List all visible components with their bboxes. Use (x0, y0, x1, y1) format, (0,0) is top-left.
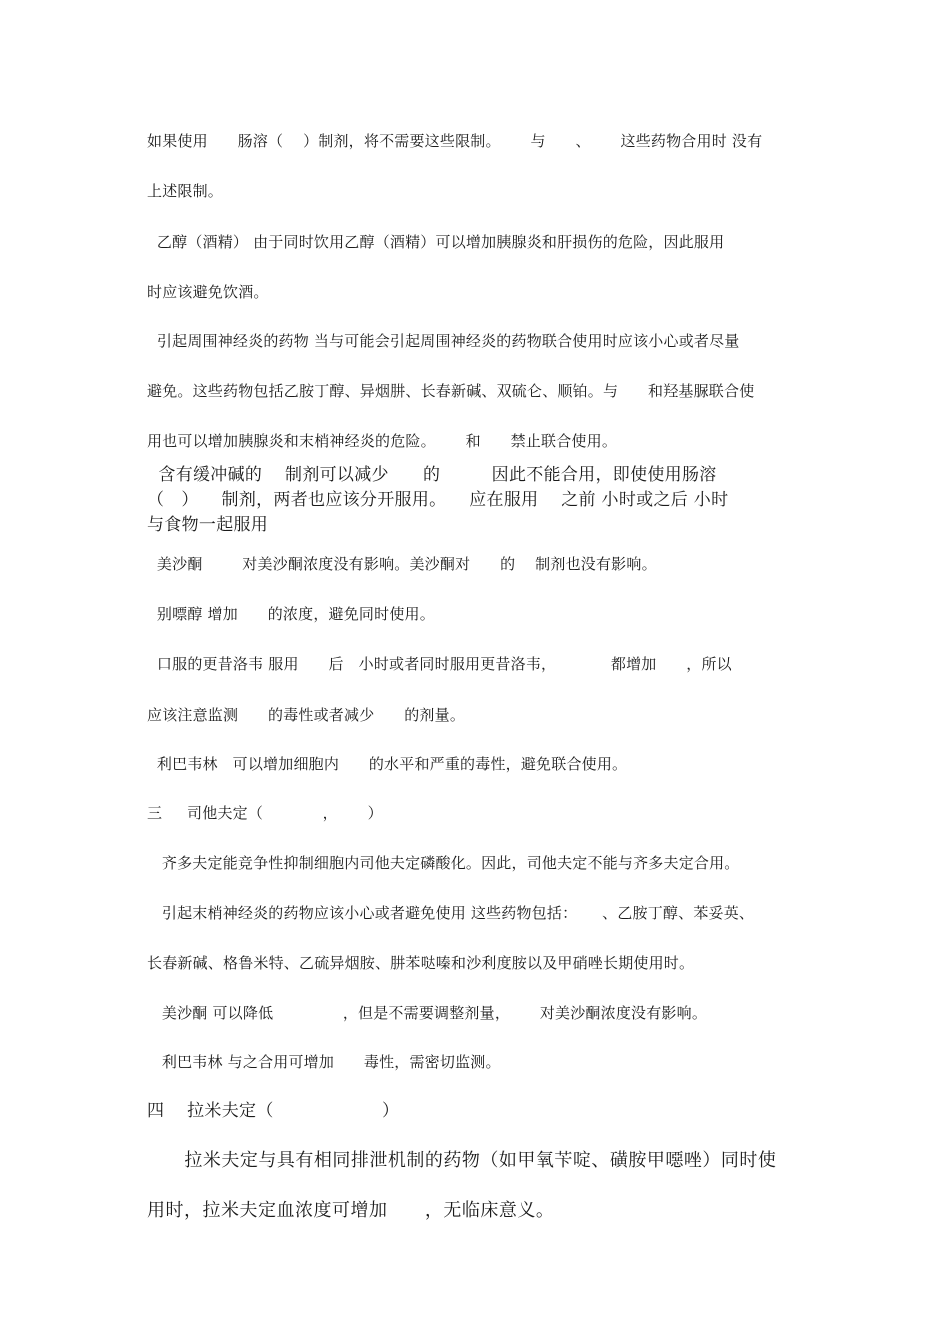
text-line-6: 避免。这些药物包括乙胺丁醇、异烟肼、长春新碱、双硫仑、顺铂。与 和羟基脲联合使 (147, 382, 755, 400)
text-line-4: 时应该避免饮酒。 (147, 283, 269, 301)
text-line-24: 用时，拉米夫定血浓度可增加 ，无临床意义。 (147, 1200, 555, 1221)
text-line-20: 美沙酮 可以降低 ，但是不需要调整剂量， 对美沙酮浓度没有影响。 (147, 1004, 708, 1022)
text-line-13: 口服的更昔洛韦 服用 后 小时或者同时服用更昔洛韦， 都增加 ，所以 (147, 655, 732, 673)
text-line-8: 含有缓冲碱的 制剂可以减少 的 因此不能合用，即使使用肠溶 (147, 465, 717, 485)
text-line-10: 与食物一起服用 (147, 515, 269, 535)
text-line-9: （ ） 制剂，两者也应该分开服用。 应在服用 之前 小时或之后 小时 (147, 490, 729, 510)
section-heading-lamivudine: 四 拉米夫定（ ） (147, 1101, 400, 1121)
text-line-19: 长春新碱、格鲁米特、乙硫异烟胺、肼苯哒嗪和沙利度胺以及甲硝唑长期使用时。 (147, 954, 695, 972)
text-line-12: 别嘌醇 增加 的浓度，避免同时使用。 (147, 605, 435, 623)
text-line-18: 引起末梢神经炎的药物应该小心或者避免使用 这些药物包括： 、乙胺丁醇、苯妥英、 (147, 904, 755, 922)
text-line-11: 美沙酮 对美沙酮浓度没有影响。美沙酮对 的 制剂也没有影响。 (147, 555, 657, 573)
text-line-14: 应该注意监测 的毒性或者减少 的剂量。 (147, 706, 466, 724)
text-line-2: 上述限制。 (147, 182, 224, 200)
text-line-3: 乙醇（酒精） 由于同时饮用乙醇（酒精）可以增加胰腺炎和肝损伤的危险，因此服用 (147, 233, 725, 251)
text-line-5: 引起周围神经炎的药物 当与可能会引起周围神经炎的药物联合使用时应该小心或者尽量 (147, 332, 740, 350)
text-line-21: 利巴韦林 与之合用可增加 毒性，需密切监测。 (147, 1053, 501, 1071)
text-line-1: 如果使用 肠溶（ ）制剂，将不需要这些限制。 与 、 这些药物合用时 没有 (147, 132, 763, 150)
section-heading-stavudine: 三 司他夫定（ ， ） (147, 804, 383, 822)
text-line-23: 拉米夫定与具有相同排泄机制的药物（如甲氧苄啶、磺胺甲噁唑）同时使 (147, 1150, 777, 1171)
text-line-17: 齐多夫定能竞争性抑制细胞内司他夫定磷酸化。因此，司他夫定不能与齐多夫定合用。 (147, 854, 740, 872)
text-line-7: 用也可以增加胰腺炎和末梢神经炎的危险。 和 禁止联合使用。 (147, 432, 618, 450)
text-line-15: 利巴韦林 可以增加细胞内 的水平和严重的毒性，避免联合使用。 (147, 755, 628, 773)
